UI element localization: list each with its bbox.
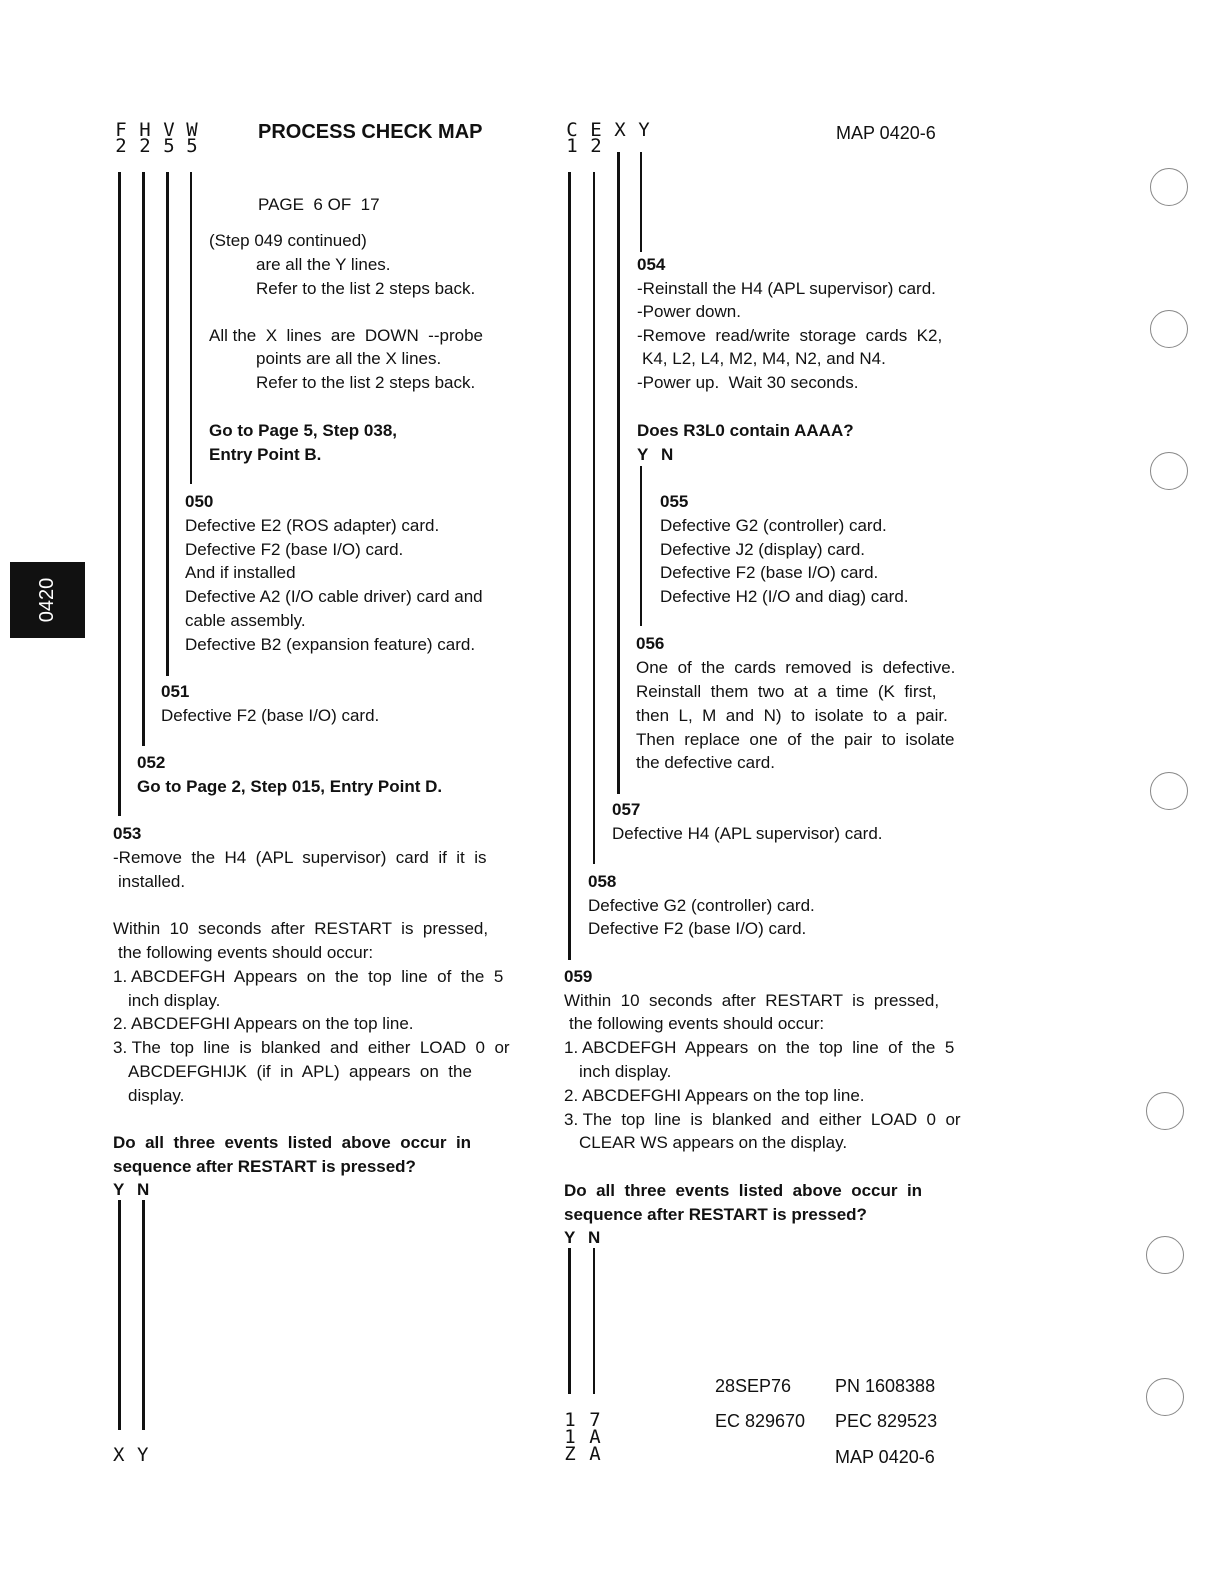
footer-pec: PEC 829523 [835, 1411, 938, 1431]
binder-hole [1150, 168, 1188, 206]
list-item: 1. ABCDEFGH Appears on the top line of the 5 [113, 967, 504, 986]
text-line: -Power up. Wait 30 seconds. [637, 373, 859, 392]
text-line: Defective F2 (base I/O) card. [161, 706, 380, 725]
text-line: K4, L2, L4, M2, M4, N2, and N4. [642, 349, 886, 368]
text-line: ABCDEFGHIJK (if in APL) appears on the [128, 1062, 472, 1081]
step-number-054: 054 [637, 255, 666, 274]
step-number-055: 055 [660, 492, 689, 511]
step-number-056: 056 [636, 634, 665, 653]
text-line: Reinstall them two at a time (K first, [636, 682, 937, 701]
list-item: 1. ABCDEFGH Appears on the top line of the 5 [564, 1038, 955, 1057]
text-line: -Remove the H4 (APL supervisor) card if it is [113, 848, 487, 867]
text-line: Defective H2 (I/O and diag) card. [660, 587, 909, 606]
answer-no: N [661, 445, 674, 464]
flow-line-c1 [568, 172, 571, 960]
connector-c1: C 1 [566, 119, 578, 157]
decision-question: Do all three events listed above occur in [564, 1181, 923, 1200]
text-line: inch display. [128, 991, 221, 1010]
answer-no: N [137, 1180, 150, 1199]
text-line: Defective G2 (controller) card. [660, 516, 887, 535]
binder-hole [1146, 1236, 1184, 1274]
map-label-top: MAP 0420-6 [836, 123, 936, 143]
connector-x: X [614, 119, 626, 141]
text-line: -Reinstall the H4 (APL supervisor) card. [637, 279, 936, 298]
list-item: 2. ABCDEFGHI Appears on the top line. [564, 1086, 865, 1105]
decision-question: sequence after RESTART is pressed? [113, 1157, 416, 1176]
text-line: Then replace one of the pair to isolate [636, 730, 955, 749]
goto-instruction: Go to Page 5, Step 038, [209, 421, 398, 440]
binder-hole [1146, 1378, 1184, 1416]
decision-question: Does R3L0 contain AAAA? [637, 421, 854, 440]
flow-line-x [617, 152, 620, 794]
text-line: Refer to the list 2 steps back. [256, 373, 476, 392]
list-item: 3. The top line is blanked and either LOAD 0 or [113, 1038, 510, 1057]
step-number-051: 051 [161, 682, 190, 701]
connector-e2: E 2 [590, 119, 602, 157]
binder-hole [1150, 772, 1188, 810]
text-line: the following events should occur: [569, 1014, 825, 1033]
text-line: installed. [118, 872, 186, 891]
text-line: And if installed [185, 563, 296, 582]
step-number-053: 053 [113, 824, 142, 843]
text-line: Defective B2 (expansion feature) card. [185, 635, 476, 654]
text-line: Defective F2 (base I/O) card. [660, 563, 879, 582]
connector-out-11z: 1 1 Z [564, 1409, 576, 1465]
flow-line-e2 [593, 172, 595, 864]
text-line: -Power down. [637, 302, 741, 321]
step-number-059: 059 [564, 967, 593, 986]
flow-line-v5 [166, 172, 169, 676]
text-line: then L, M and N) to isolate to a pair. [636, 706, 948, 725]
decision-question: sequence after RESTART is pressed? [564, 1205, 867, 1224]
answer-yes: Y [637, 445, 649, 464]
text-line: the defective card. [636, 753, 775, 772]
page-title: PROCESS CHECK MAP [258, 121, 483, 143]
connector-out-y: Y [137, 1444, 149, 1466]
flow-line-y2 [568, 1248, 571, 1394]
text-line: Defective J2 (display) card. [660, 540, 866, 559]
decision-question: Do all three events listed above occur in [113, 1133, 472, 1152]
page-number: PAGE 6 OF 17 [258, 195, 380, 214]
footer-ec: EC 829670 [715, 1411, 806, 1431]
connector-h2: H 2 [139, 119, 151, 157]
connector-w5: W 5 [186, 119, 198, 157]
text-line: -Remove read/write storage cards K2, [637, 326, 943, 345]
step-number-050: 050 [185, 492, 214, 511]
footer-part-number: PN 1608388 [835, 1376, 936, 1396]
footer-date: 28SEP76 [715, 1376, 792, 1396]
goto-instruction: Go to Page 2, Step 015, Entry Point D. [137, 777, 443, 796]
connector-out-7aa: 7 A A [589, 1409, 601, 1465]
section-tab: 0420 [10, 562, 85, 638]
flow-line-f2 [118, 172, 121, 816]
text-line: CLEAR WS appears on the display. [579, 1133, 848, 1152]
text-line: Defective A2 (I/O cable driver) card and [185, 587, 483, 606]
connector-y: Y [638, 119, 650, 141]
text-line: All the X lines are DOWN --probe [209, 326, 483, 345]
text-line: inch display. [579, 1062, 672, 1081]
flow-line-n2 [593, 1248, 595, 1394]
text-line: Defective H4 (APL supervisor) card. [612, 824, 883, 843]
flow-line-n [142, 1200, 145, 1430]
binder-hole [1146, 1092, 1184, 1130]
flow-line-y [118, 1200, 121, 1430]
answer-yes: Y [564, 1228, 576, 1247]
list-item: 3. The top line is blanked and either LOAD 0 or [564, 1110, 961, 1129]
text-line: Defective E2 (ROS adapter) card. [185, 516, 440, 535]
text-line: are all the Y lines. [256, 255, 391, 274]
text-line: cable assembly. [185, 611, 306, 630]
text-line: display. [128, 1086, 185, 1105]
flow-line-y [640, 152, 642, 252]
connector-f2: F 2 [115, 119, 127, 157]
footer-map-label: MAP 0420-6 [835, 1447, 935, 1467]
text-line: Defective F2 (base I/O) card. [185, 540, 404, 559]
step-number-058: 058 [588, 872, 617, 891]
connector-v5: V 5 [163, 119, 175, 157]
flow-line-yes [640, 466, 642, 626]
text-line: Within 10 seconds after RESTART is pressed, [113, 919, 489, 938]
text-line: Refer to the list 2 steps back. [256, 279, 476, 298]
answer-no: N [588, 1228, 601, 1247]
goto-instruction: Entry Point B. [209, 445, 322, 464]
text-line: One of the cards removed is defective. [636, 658, 956, 677]
list-item: 2. ABCDEFGHI Appears on the top line. [113, 1014, 414, 1033]
text-line: Defective G2 (controller) card. [588, 896, 815, 915]
binder-hole [1150, 310, 1188, 348]
flow-line-h2 [142, 172, 145, 746]
text-line: the following events should occur: [118, 943, 374, 962]
answer-yes: Y [113, 1180, 125, 1199]
text-line: points are all the X lines. [256, 349, 442, 368]
binder-hole [1150, 452, 1188, 490]
connector-out-x: X [113, 1444, 125, 1466]
text-line: Within 10 seconds after RESTART is pressed, [564, 991, 940, 1010]
step-number-057: 057 [612, 800, 641, 819]
step-continued: (Step 049 continued) [209, 231, 367, 250]
flow-line-w5 [190, 172, 192, 484]
step-number-052: 052 [137, 753, 166, 772]
text-line: Defective F2 (base I/O) card. [588, 919, 807, 938]
